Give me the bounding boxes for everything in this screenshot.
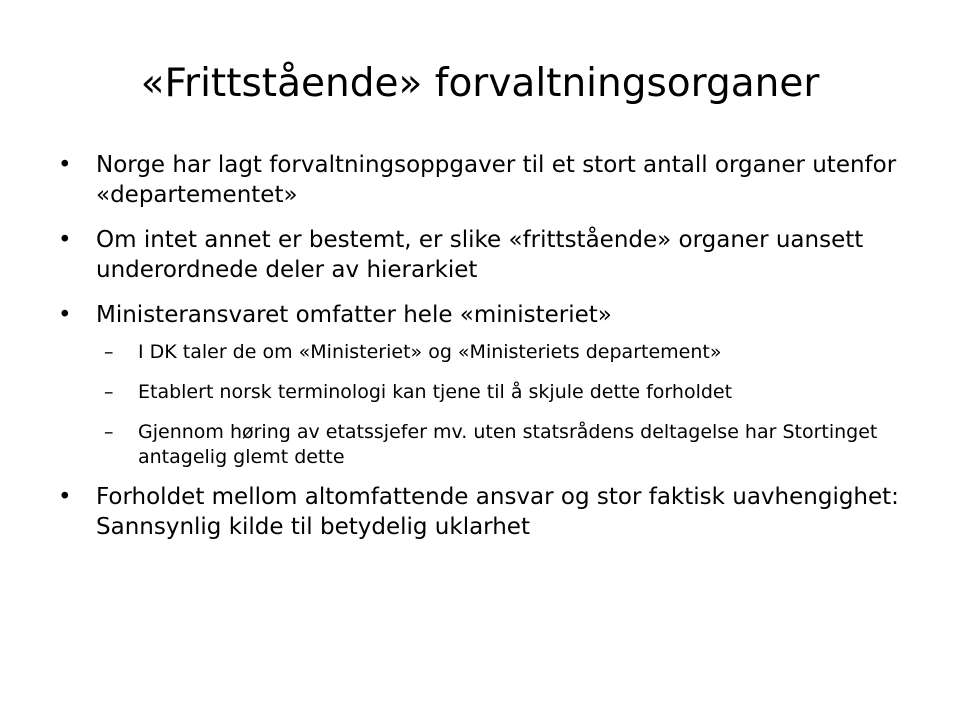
bullet-item (58, 225, 918, 285)
bullet-item (58, 300, 918, 330)
sub-bullet-item (104, 420, 918, 470)
bullet-icon: • (58, 302, 72, 328)
sub-bullet-text: Etablert norsk terminologi kan tjene til å skjule dette forholdet (138, 381, 733, 403)
sub-bullet-item (104, 380, 918, 405)
bullet-icon: • (58, 152, 72, 178)
bullet-icon: • (58, 484, 72, 510)
slide-title: «Frittstående» forvaltningsorganer (140, 61, 820, 106)
slide-body (58, 150, 918, 542)
bullet-item (58, 150, 918, 210)
sub-bullet-text: Gjennom høring av etatssjefer mv. uten statsrådens deltagelse har Stortinget antagelig glemt dette (138, 421, 878, 468)
sub-bullet-text: I DK taler de om «Ministeriet» og «Ministeriets departement» (138, 341, 722, 363)
dash-icon: – (104, 421, 114, 443)
sub-bullet-item (104, 340, 918, 365)
bullet-text: Norge har lagt forvaltningsoppgaver til et stort antall organer utenfor «departementet» (96, 152, 897, 208)
dash-icon: – (104, 341, 114, 363)
bullet-icon: • (58, 227, 72, 253)
bullet-text: Om intet annet er bestemt, er slike «frittstående» organer uansett underordnede deler av hierarkiet (96, 227, 864, 283)
bullet-text: Ministeransvaret omfatter hele «ministeriet» (96, 302, 612, 328)
dash-icon: – (104, 381, 114, 403)
bullet-item (58, 482, 918, 542)
bullet-text: Forholdet mellom altomfattende ansvar og stor faktisk uavhengighet: Sannsynlig kilde til betydelig uklarhet (96, 484, 899, 540)
